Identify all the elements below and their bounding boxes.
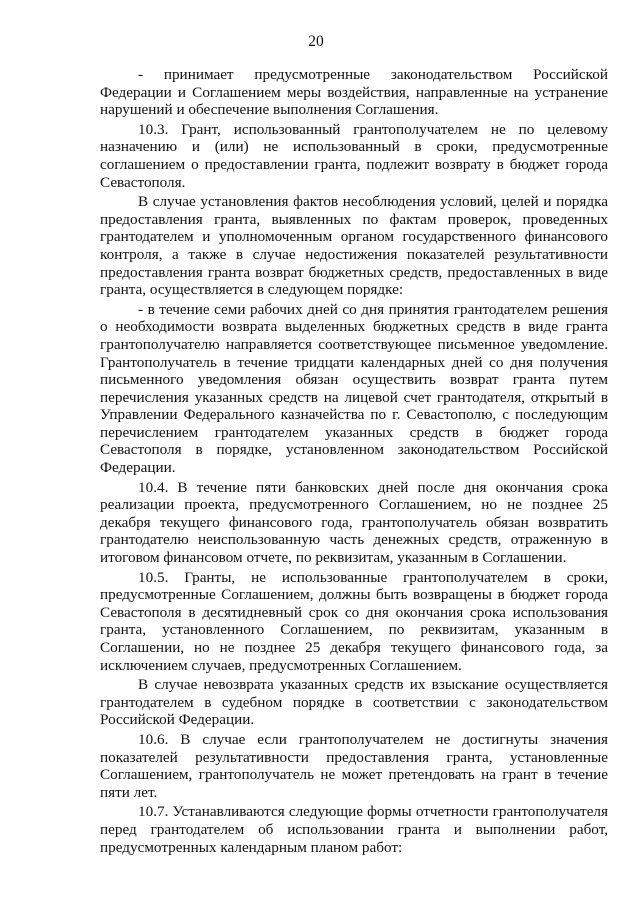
paragraph-10-7: 10.7. Устанавливаются следующие формы отчетности грантополучателя перед грантодателем об использовании гранта и выполнении работ, предусмотренных календарным планом работ: bbox=[100, 803, 608, 856]
document-body bbox=[100, 66, 608, 858]
paragraph-10-5: 10.5. Гранты, не использованные грантополучателем в сроки, предусмотренные Соглашением, должны быть возвращены в бюджет города Севастополя в десятидневный срок со дня окончания срока использования гранта, установленного Соглашением, по реквизитам, указанным в Соглашении, но не позднее 25 декабря текущего финансового года, за исключением случаев, предусмотренных Соглашением. bbox=[100, 568, 608, 674]
paragraph-measures: - принимает предусмотренные законодательством Российской Федерации и Соглашением меры воздействия, направленные на устранение нарушений и обеспечение выполнения Соглашения. bbox=[100, 66, 608, 119]
paragraph-10-3: 10.3. Грант, использованный грантополучателем не по целевому назначению и (или) не использованный в сроки, предусмотренные соглашением о предоставлении гранта, подлежит возврату в бюджет города Севастополя. bbox=[100, 120, 608, 191]
page-number: 20 bbox=[308, 33, 324, 50]
paragraph-recovery: В случае невозврата указанных средств их взыскание осуществляется грантодателем в судебном порядке в соответствии с законодательством Российской Федерации. bbox=[100, 676, 608, 729]
paragraph-return-procedure: В случае установления фактов несоблюдения условий, целей и порядка предоставления гранта, выявленных по фактам проверок, проведенных грантодателем и уполномоченным органом государственного финансового контроля, а также в случае недостижения показателей результативности предоставления гранта возврат бюджетных средств, предоставленных в виде гранта, осуществляется в следующем порядке: bbox=[100, 193, 608, 299]
paragraph-10-4: 10.4. В течение пяти банковских дней после дня окончания срока реализации проекта, предусмотренного Соглашением, но не позднее 25 декабря текущего финансового года, грантополучатель обязан возвратить грантодателю неиспользованную часть денежных средств, отраженную в итоговом финансовом отчете, по реквизитам, указанным в Соглашении. bbox=[100, 478, 608, 567]
paragraph-10-6: 10.6. В случае если грантополучателем не достигнуты значения показателей результативности предоставления гранта, установленные Соглашением, грантополучатель не может претендовать на грант в течение пяти лет. bbox=[100, 730, 608, 801]
paragraph-return-steps: - в течение семи рабочих дней со дня принятия грантодателем решения о необходимости возврата выделенных бюджетных средств в виде гранта грантополучателю направляется соответствующее письменное уведомление. Грантополучатель в течение тридцати календарных дней со дня получения письменного уведомления обязан осуществить возврат гранта путем перечисления указанных средств на лицевой счет грантодателя, открытый в Управлении Федерального казначейства по г. Севастополю, с последующим перечислением грантодателем указанных средств в бюджет города Севастополя в порядке, установленном законодательством Российской Федерации. bbox=[100, 300, 608, 477]
